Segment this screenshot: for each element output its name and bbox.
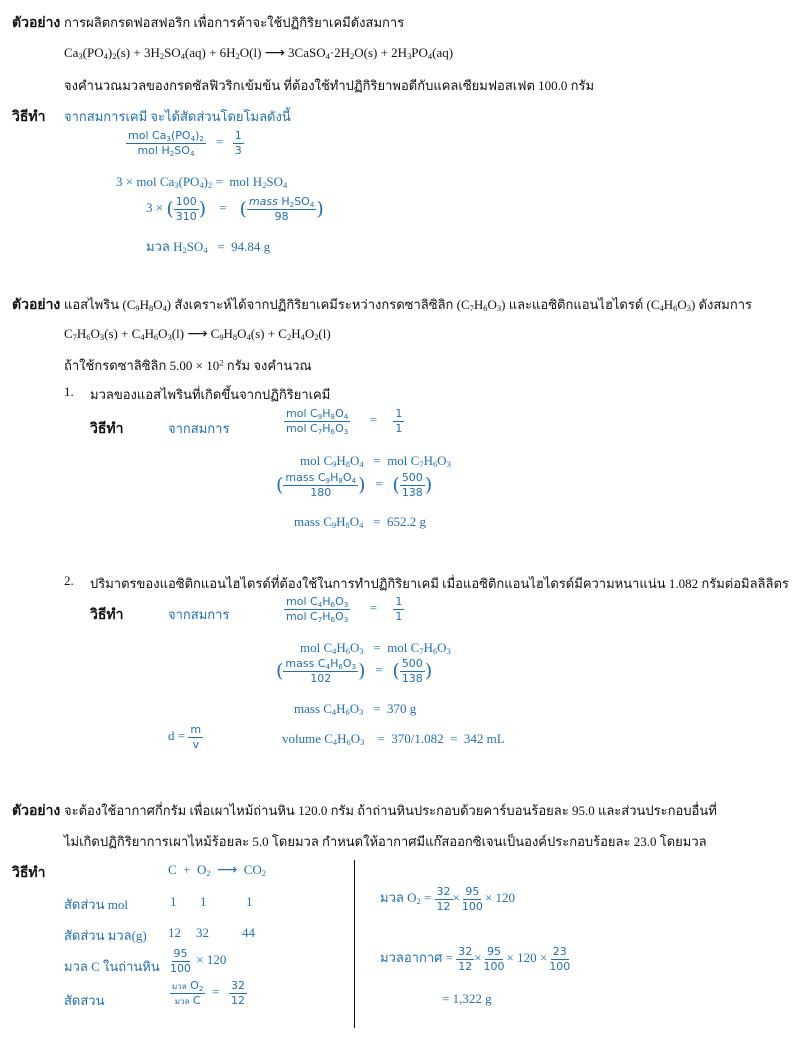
example-text: จะต้องใช้อากาศกี่กรัม เพื่อเผาไหม้ถ่านหิน 120.0 กรัม ถ้าถ่านหินประกอบด้วยคาร์บอนร้อยละ 95.0 และส่วนประกอบอื่นที่ bbox=[64, 803, 717, 818]
air-mass-result: = 1,322 g bbox=[442, 991, 492, 1006]
solution-label: วิธีทำ bbox=[12, 866, 46, 881]
mole-relation: 3 × mol $Ca_3(PO_4)_2$ = mol $H_2SO_4$ bbox=[116, 174, 288, 191]
from-equation: จากสมการ bbox=[168, 607, 230, 622]
mass-result: มวล $H_2SO_4$ = 94.84 g bbox=[146, 239, 271, 256]
example-text: ไม่เกิดปฏิกิริยาการเผาไหม้ร้อยละ 5.0 โดยมวล กำหนดให้อากาศมีแก๊สออกซิเจนเป็นองค์ประกอบร้อยละ 23.0 โดยมวล bbox=[64, 834, 707, 849]
column-divider bbox=[354, 860, 355, 1028]
mol-ratio-value: 1 bbox=[170, 894, 177, 909]
example-label: ตัวอย่าง bbox=[12, 298, 61, 313]
mass-c-label: มวล C ในถ่านหิน bbox=[64, 959, 160, 974]
mole-relation: mol $C_4H_6O_3$ = mol $C_7H_6O_3$ bbox=[300, 640, 451, 657]
density-formula: d = $\frac{m}{v}$ bbox=[168, 723, 202, 751]
mol-ratio-value: 1 bbox=[200, 894, 207, 909]
combustion-equation: $C + O_2$ ⟶ $CO_2$ bbox=[168, 862, 266, 879]
question-text: จงคำนวณมวลของกรดซัลฟิวริกเข้มข้น ที่ต้องใช้ทำปฏิกิริยาพอดีกับแคลเซียมฟอสเฟต 100.0 กรัม bbox=[64, 78, 595, 93]
mass-ratio-label: สัดส่วน มวล(g) bbox=[64, 928, 147, 943]
question-number: 2. bbox=[64, 573, 74, 588]
mole-ratio-equation: $\frac{mol C_9H_8O_4}{mol C_7H_6O_3}$ = $\frac{1}{1}$ bbox=[286, 407, 403, 436]
mass-ratio-value: 12 bbox=[168, 925, 181, 940]
question-text: มวลของแอสไพรินที่เกิดขึ้นจากปฏิกิริยาเคมี bbox=[90, 387, 331, 402]
mass-ratio-fraction: $\frac{มวล O_2}{\text{มวล C}}$ = $\frac{32}{12}$ bbox=[172, 979, 245, 1007]
mass-substitution: 3 × ( $\frac{100}{310}$ ) = ( $\frac{mass H_2SO_4}{98}$ ) bbox=[146, 195, 324, 223]
solution-label: วิธีทำ bbox=[12, 110, 46, 125]
question-text: ปริมาตรของแอซิติกแอนไฮไดรด์ที่ต้องใช้ในการทำปฏิกิริยาเคมี เมื่อแอซิติกแอนไฮไดรด์มีความหนาแน่น 1.082 กรัมต่อมิลลิลิตร bbox=[90, 576, 789, 591]
ratio-label: สัดสวน bbox=[64, 993, 105, 1008]
mol-ratio-label: สัดส่วน mol bbox=[64, 897, 128, 912]
mass-ratio-value: 44 bbox=[242, 925, 255, 940]
example-text: แอสไพริน $(C_9H_8O_4)$ สังเคราะห์ได้จากปฏิกิริยาเคมีระหว่างกรดซาลิซิลิก $(C_7H_6O_3)$ และแอซิติกแอนไฮไดรด์ $(C_4H_6O_3)$ ดังสมการ bbox=[64, 297, 753, 314]
volume-result: volume $C_4H_6O_3$ = 370/1.082 = 342 mL bbox=[282, 731, 505, 748]
mol-ratio-value: 1 bbox=[246, 894, 253, 909]
solution-intro: จากสมการเคมี จะได้สัดส่วนโดยโมลดังนี้ bbox=[64, 109, 291, 124]
solution-label: วิธีทำ bbox=[90, 422, 124, 437]
mole-relation: mol $C_9H_8O_4$ = mol $C_7H_6O_3$ bbox=[300, 453, 451, 470]
mass-o2-expression: มวล $O_2$ = $\frac{32}{12}$ × $\frac{95}{100}$ × 120 bbox=[380, 885, 515, 913]
example-label: ตัวอย่าง bbox=[12, 804, 61, 819]
example-label: ตัวอย่าง bbox=[12, 16, 61, 31]
mole-ratio-equation: $\frac{mol Ca_3(PO_4)_2}{mol H_2SO_4}$ = $\frac{1}{3}$ bbox=[128, 129, 242, 158]
mass-c-expression: $\frac{95}{100}$ × 120 bbox=[170, 947, 227, 975]
solution-label: วิธีทำ bbox=[90, 608, 124, 623]
mass-ratio-value: 32 bbox=[196, 925, 209, 940]
mass-air-expression: มวลอากาศ = $\frac{32}{12}$ × $\frac{95}{100}$ × 120 × $\frac{23}{100}$ bbox=[380, 945, 571, 973]
mass-result: mass $C_9H_8O_4$ = 652.2 g bbox=[294, 514, 426, 531]
chemical-equation: $Ca_3(PO_4)_2(s) + 3H_2SO_4(aq) + 6H_2O(l)$ ⟶ $3CaSO_4\cdot 2H_2O(s) + 2H_3PO_4(aq)$ bbox=[64, 45, 454, 62]
mass-substitution: ( $\frac{mass C_9H_8O_4}{180}$ ) = ( $\frac{500}{138}$ ) bbox=[276, 471, 433, 499]
chemical-equation: $C_7H_6O_3(s) + C_4H_6O_3(l)$ ⟶ $C_9H_8O_4(s) + C_2H_4O_2(l)$ bbox=[64, 326, 331, 343]
mole-ratio-equation: $\frac{mol C_4H_6O_3}{mol C_7H_6O_3}$ = $\frac{1}{1}$ bbox=[286, 595, 403, 624]
example-text: การผลิตกรดฟอสฟอริก เพื่อการค้าจะใช้ปฏิกิริยาเคมีดังสมการ bbox=[64, 15, 405, 30]
from-equation: จากสมการ bbox=[168, 421, 230, 436]
mass-result: mass $C_4H_6O_3$ = 370 g bbox=[294, 701, 417, 718]
mass-substitution: ( $\frac{mass C_4H_6O_3}{102}$ ) = ( $\frac{500}{138}$ ) bbox=[276, 657, 433, 685]
question-number: 1. bbox=[64, 384, 74, 399]
given-text: ถ้าใช้กรดซาลิซิลิก $5.00 \times 10^2$ กรัม จงคำนวณ bbox=[64, 357, 312, 373]
